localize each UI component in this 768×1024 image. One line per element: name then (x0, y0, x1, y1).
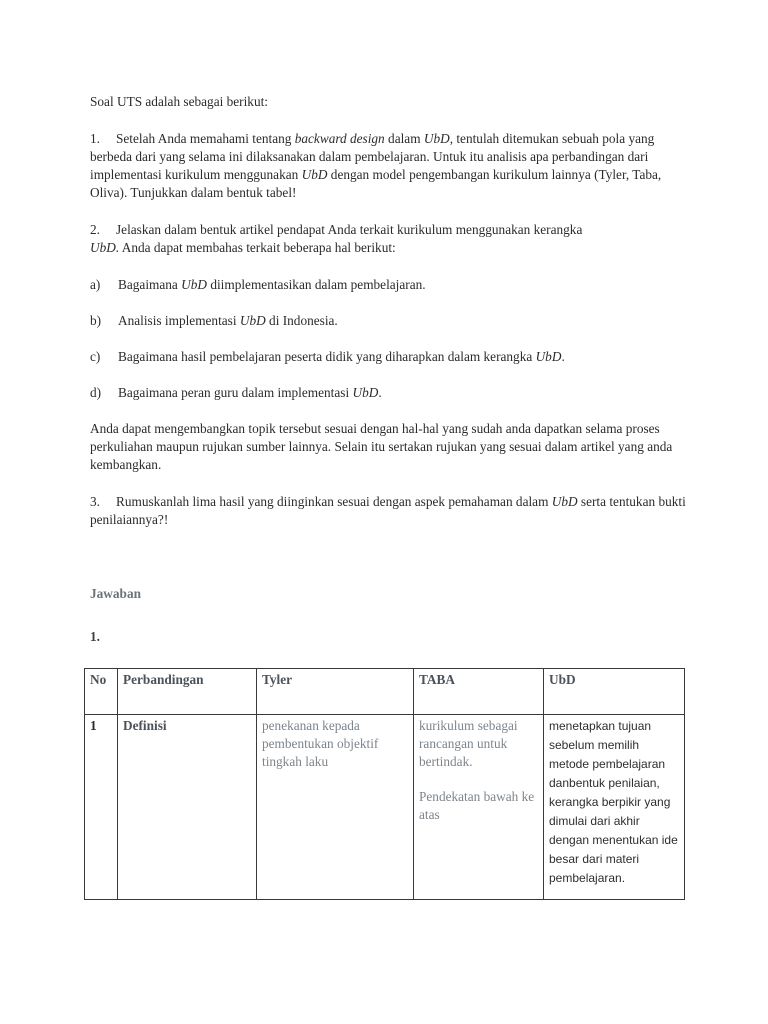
answer-number: 1. (90, 629, 100, 644)
cell-no: 1 (85, 715, 118, 900)
table-header-row (85, 669, 685, 715)
question-1: 1. Setelah Anda memahami tentang backward design dalam UbD, tentulah ditemukan sebuah pola yang berbeda dari yang selama ini dilaksanakan dalam pembelajaran. Untuk itu analisis apa perbandingan dari implementasi kurikulum menggunakan UbD dengan model pengembangan kurikulum lainnya (Tyler, Taba, Oliva). Tunjukkan dalam bentuk tabel! (90, 131, 662, 200)
sub-question-a: a) Bagaimana UbD diimplementasikan dalam pembelajaran. (90, 277, 426, 292)
cell-taba-line-1: kurikulum sebagai rancangan untuk bertindak. (419, 718, 518, 769)
question-3: 3. Rumuskanlah lima hasil yang diinginkan sesuai dengan aspek pemahaman dalam UbD serta tentukan bukti penilaiannya?! (90, 494, 686, 527)
sub-question-d: d) Bagaimana peran guru dalam implementasi UbD. (90, 385, 382, 400)
table-row (85, 715, 685, 900)
comparison-table (84, 668, 685, 900)
cell-taba (414, 715, 544, 900)
sub-question-c: c) Bagaimana hasil pembelajaran peserta didik yang diharapkan dalam kerangka UbD. (90, 349, 565, 364)
header-no: No (85, 669, 118, 715)
header-ubd: UbD (544, 669, 685, 715)
intro-line: Soal UTS adalah sebagai berikut: (90, 94, 268, 109)
cell-perbandingan: Definisi (118, 715, 257, 900)
cell-ubd: menetapkan tujuan sebelum memilih metode pembelajaran danbentuk penilaian, kerangka berpikir yang dimulai dari akhir dengan menentukan ide besar dari materi pembelajaran. (544, 715, 685, 900)
sub-question-b: b) Analisis implementasi UbD di Indonesia. (90, 313, 338, 328)
answer-heading: Jawaban (90, 586, 141, 601)
question-2: 2. Jelaskan dalam bentuk artikel pendapat Anda terkait kurikulum menggunakan kerangka UbD. Anda dapat membahas terkait beberapa hal berikut: (90, 222, 583, 255)
question-text (90, 93, 690, 529)
header-perbandingan: Perbandingan (118, 669, 257, 715)
instruction-paragraph: Anda dapat mengembangkan topik tersebut sesuai dengan hal-hal yang sudah anda dapatkan selama proses perkuliahan maupun rujukan sumber lainnya. Selain itu sertakan rujukan yang sesuai dalam artikel yang anda kembangkan. (90, 421, 673, 472)
header-tyler: Tyler (257, 669, 414, 715)
cell-taba-line-2: Pendekatan bawah ke atas (419, 789, 535, 822)
question-2-number: 2. (90, 222, 100, 237)
header-taba: TABA (414, 669, 544, 715)
question-1-number: 1. (90, 131, 100, 146)
cell-tyler: penekanan kepada pembentukan objektif tingkah laku (257, 715, 414, 900)
question-3-number: 3. (90, 494, 100, 509)
